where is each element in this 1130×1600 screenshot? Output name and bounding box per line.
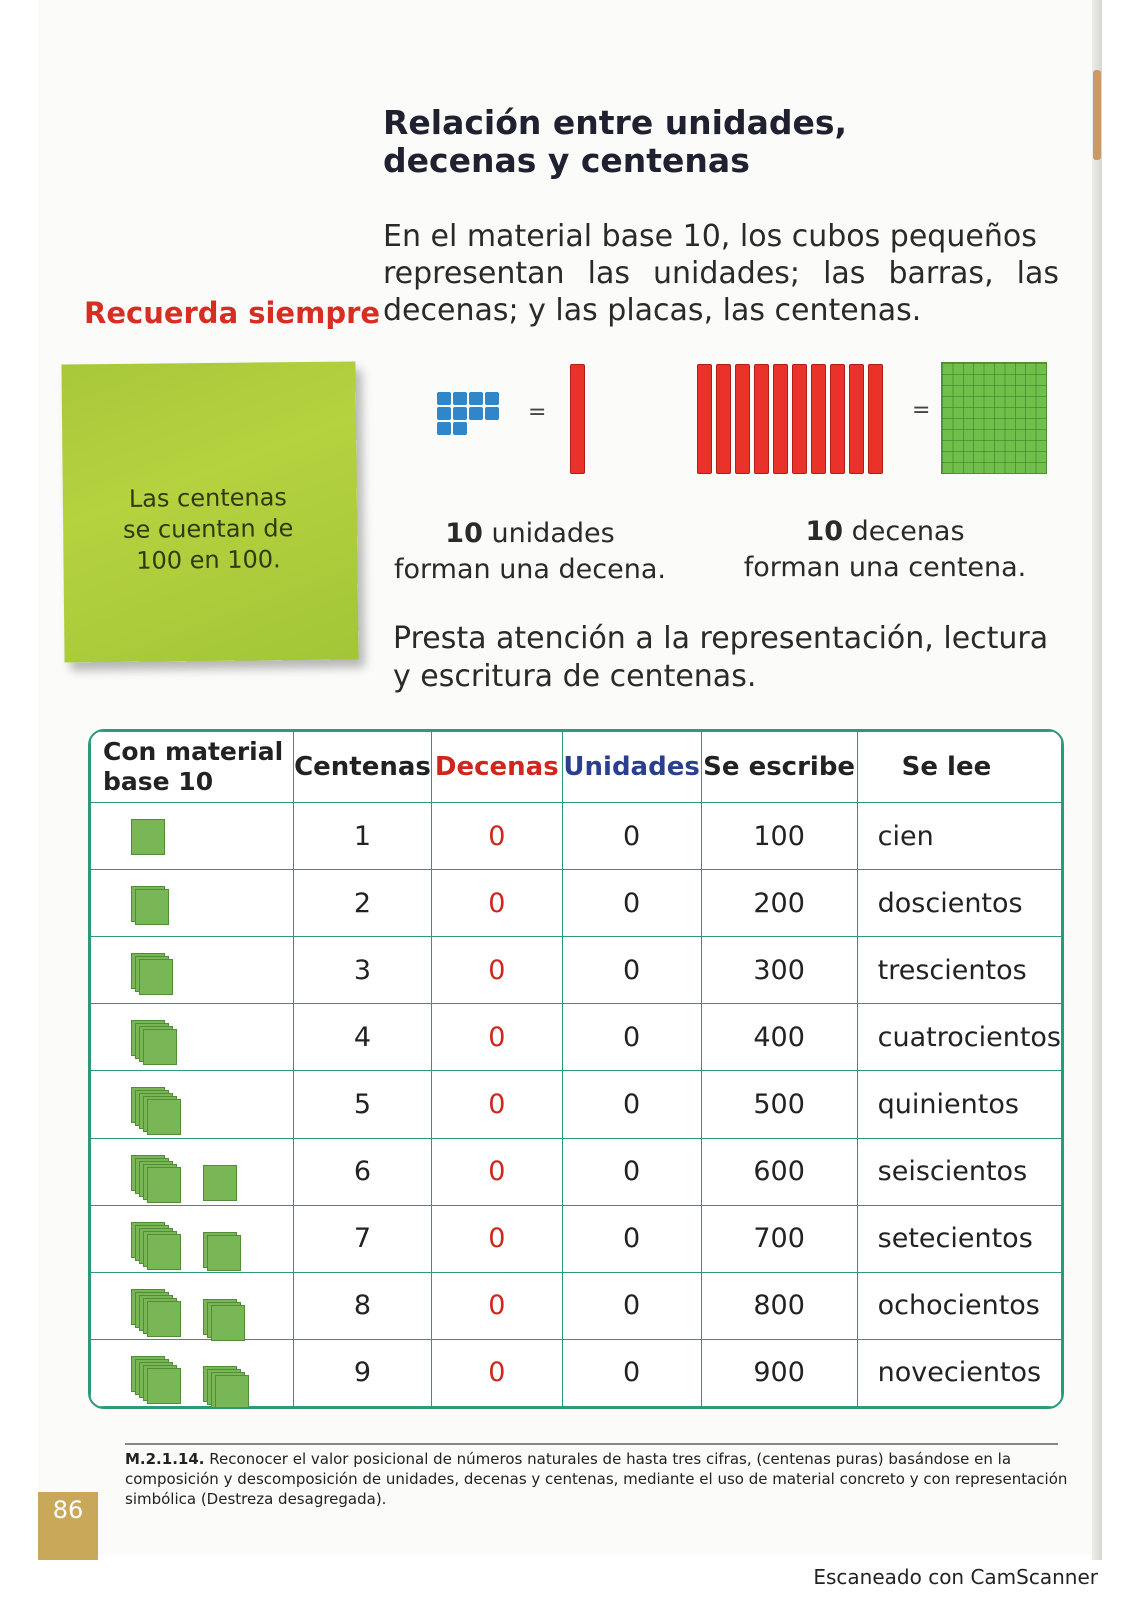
centenas-cell: 5 (294, 1071, 432, 1138)
se-lee-cell: novecientos (857, 1339, 1061, 1406)
se-lee-cell: trescientos (857, 937, 1061, 1004)
caption-unidades (380, 516, 680, 588)
ten-rod (716, 364, 731, 474)
se-lee-cell: cuatrocientos (857, 1004, 1061, 1071)
equals-sign-right: = (912, 398, 931, 423)
material-cell (91, 1272, 294, 1339)
unidades-cell: 0 (562, 1205, 701, 1272)
centenas-cell: 2 (294, 870, 432, 937)
ten-rod (830, 364, 845, 474)
centenas-table (90, 731, 1062, 1407)
material-cell (91, 870, 294, 937)
footer-divider (125, 1443, 1058, 1445)
decenas-cell: 0 (431, 803, 562, 870)
presta-line-1: Presta atención a la representación, lectura (393, 621, 1049, 656)
sticky-note (61, 361, 358, 662)
se-lee-cell: seiscientos (857, 1138, 1061, 1205)
caption-decenas (725, 514, 1045, 586)
hundred-plate (215, 1375, 249, 1409)
unidades-cell: 0 (562, 1272, 701, 1339)
centenas-cell: 7 (294, 1205, 432, 1272)
unit-cubes-group (437, 392, 517, 452)
ten-rod (811, 364, 826, 474)
table-row (91, 1071, 1062, 1138)
page-number-badge (38, 1492, 98, 1560)
hundred-plate (207, 1235, 241, 1271)
table-row (91, 1339, 1062, 1406)
decenas-cell: 0 (431, 1205, 562, 1272)
unit-cube (485, 392, 499, 405)
caption-decenas-line1 (725, 514, 1045, 550)
unit-cube (437, 422, 451, 435)
caption-unidades-word: unidades (482, 518, 615, 549)
centenas-cell: 9 (294, 1339, 432, 1406)
ten-rod (754, 364, 769, 474)
se-lee-cell: ochocientos (857, 1272, 1061, 1339)
caption-unidades-number: 10 (445, 518, 483, 549)
header-se-escribe: Se escribe (701, 732, 857, 803)
page-edge (1092, 0, 1102, 1560)
ten-rod (697, 364, 712, 474)
ten-rod (735, 364, 750, 474)
unit-cube (469, 407, 483, 420)
se-escribe-cell: 500 (701, 1071, 857, 1138)
decenas-cell: 0 (431, 937, 562, 1004)
hundred-flat (941, 362, 1047, 474)
footer-skill-code: M.2.1.14. (125, 1450, 205, 1468)
ten-rod (792, 364, 807, 474)
unidades-cell: 0 (562, 1339, 701, 1406)
recuerda-siempre-heading: Recuerda siempre (84, 296, 381, 330)
decenas-cell: 0 (431, 1071, 562, 1138)
se-escribe-cell: 300 (701, 937, 857, 1004)
caption-decenas-number: 10 (805, 516, 844, 547)
page-edge-tab (1093, 70, 1101, 160)
se-escribe-cell: 800 (701, 1272, 857, 1339)
header-decenas: Decenas (431, 732, 562, 803)
header-material (91, 732, 294, 803)
se-escribe-cell: 400 (701, 1004, 857, 1071)
decenas-cell: 0 (431, 1004, 562, 1071)
decenas-cell: 0 (431, 1339, 562, 1406)
table-row (91, 870, 1062, 937)
intro-line-1: En el material base 10, los cubos pequeños (383, 219, 1037, 254)
title-line-2: decenas y centenas (383, 141, 750, 180)
header-se-lee: Se lee (857, 732, 1061, 803)
intro-line-3: decenas; y las placas, las centenas. (383, 293, 922, 328)
material-cell (91, 803, 294, 870)
intro-paragraph (383, 218, 1059, 329)
hundred-plate (139, 959, 173, 995)
se-escribe-cell: 700 (701, 1205, 857, 1272)
unidades-cell: 0 (562, 870, 701, 937)
table-row (91, 1138, 1062, 1205)
centenas-cell: 6 (294, 1138, 432, 1205)
material-cell (91, 1138, 294, 1205)
decenas-cell: 0 (431, 1138, 562, 1205)
header-material-line2: base 10 (103, 767, 214, 796)
footer-skill-note (125, 1449, 1075, 1509)
se-escribe-cell: 900 (701, 1339, 857, 1406)
ten-rods-group (697, 364, 897, 476)
table-row (91, 803, 1062, 870)
decenas-cell: 0 (431, 870, 562, 937)
table-header-row (91, 732, 1062, 803)
se-escribe-cell: 100 (701, 803, 857, 870)
hundred-plate (147, 1234, 181, 1270)
centenas-cell: 8 (294, 1272, 432, 1339)
unit-cube (453, 422, 467, 435)
ten-rod (849, 364, 864, 474)
hundred-plate (147, 1301, 181, 1337)
se-lee-cell: cien (857, 803, 1061, 870)
unit-cube (437, 392, 451, 405)
header-centenas: Centenas (294, 732, 432, 803)
ten-rod (773, 364, 788, 474)
material-cell (91, 1339, 294, 1406)
material-cell (91, 937, 294, 1004)
caption-decenas-line2: forman una centena. (743, 552, 1027, 583)
unit-cube (437, 407, 451, 420)
hundred-plate (131, 819, 165, 855)
material-cell (91, 1071, 294, 1138)
sticky-line-2: se cuentan de (122, 514, 294, 544)
table-body (91, 803, 1062, 1407)
intro-line-2: representan las unidades; las barras, las (383, 256, 1059, 291)
presta-line-2: y escritura de centenas. (393, 659, 757, 694)
table-row (91, 1272, 1062, 1339)
unidades-cell: 0 (562, 937, 701, 1004)
hundred-plate (135, 889, 169, 925)
hundred-plate (147, 1099, 181, 1135)
se-escribe-cell: 200 (701, 870, 857, 937)
unidades-cell: 0 (562, 1071, 701, 1138)
footer-skill-text: Reconocer el valor posicional de números naturales de hasta tres cifras, (centenas puras) basándose en la composición y descomposición de unidades, decenas y centenas, mediante el uso de material concreto y con representación simbólica (Destreza desagregada). (125, 1450, 1068, 1508)
se-lee-cell: setecientos (857, 1205, 1061, 1272)
hundred-plate (203, 1165, 237, 1201)
table-row (91, 1004, 1062, 1071)
hundred-plate (147, 1167, 181, 1203)
sticky-line-1: Las centenas (128, 483, 287, 513)
ten-rod (570, 364, 585, 474)
centenas-cell: 4 (294, 1004, 432, 1071)
centenas-cell: 1 (294, 803, 432, 870)
unit-cube (469, 392, 483, 405)
header-material-line1: Con material (103, 737, 284, 766)
se-lee-cell: doscientos (857, 870, 1061, 937)
page-title (383, 104, 983, 180)
unidades-cell: 0 (562, 803, 701, 870)
material-cell (91, 1004, 294, 1071)
sticky-note-text (63, 482, 354, 578)
unidades-cell: 0 (562, 1138, 701, 1205)
material-cell (91, 1205, 294, 1272)
se-lee-cell: quinientos (857, 1071, 1061, 1138)
unit-cube (453, 392, 467, 405)
unit-cube (453, 407, 467, 420)
page-number: 86 (52, 1496, 84, 1524)
header-unidades: Unidades (562, 732, 701, 803)
unit-cube (485, 407, 499, 420)
title-line-1: Relación entre unidades, (383, 103, 848, 142)
hundred-plate (147, 1368, 181, 1404)
table-row (91, 1205, 1062, 1272)
caption-unidades-line1 (380, 516, 680, 552)
unidades-cell: 0 (562, 1004, 701, 1071)
centenas-cell: 3 (294, 937, 432, 1004)
centenas-table-frame (88, 729, 1064, 1409)
decenas-cell: 0 (431, 1272, 562, 1339)
presta-atencion-paragraph (393, 620, 1073, 696)
table-row (91, 937, 1062, 1004)
scanner-watermark: Escaneado con CamScanner (813, 1565, 1098, 1589)
ten-rod (868, 364, 883, 474)
se-escribe-cell: 600 (701, 1138, 857, 1205)
caption-unidades-line2: forman una decena. (394, 554, 666, 585)
sticky-line-3: 100 en 100. (136, 545, 281, 575)
hundred-plate (211, 1305, 245, 1341)
hundred-plate (143, 1029, 177, 1065)
caption-decenas-word: decenas (843, 516, 965, 547)
equals-sign-left: = (528, 400, 547, 425)
